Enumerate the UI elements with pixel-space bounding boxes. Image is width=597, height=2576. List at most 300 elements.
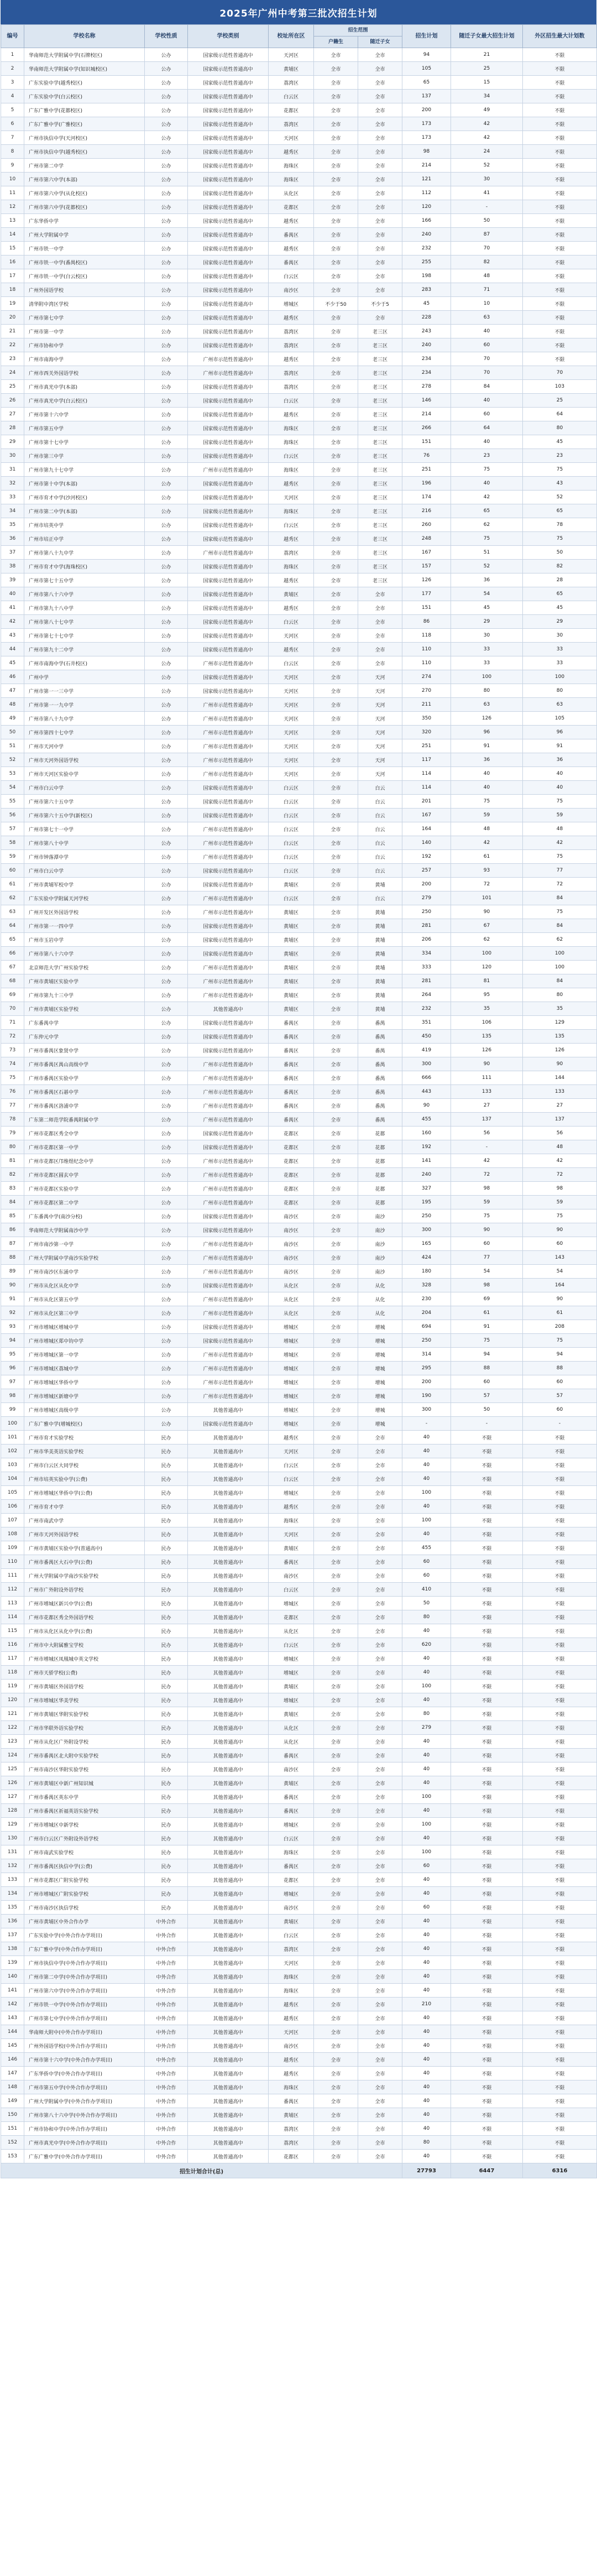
cell-plan: 192	[402, 850, 451, 864]
cell-name: 广州市第一一四中学	[24, 919, 145, 933]
cell-plan-out: 143	[523, 1251, 597, 1265]
cell-nature: 公办	[145, 159, 188, 173]
table-row	[1, 1209, 597, 1223]
cell-no: 50	[1, 726, 24, 739]
cell-nature: 民办	[145, 1762, 188, 1776]
cell-type: 其他普通高中	[188, 1707, 269, 1721]
cell-sui: 全市	[358, 159, 402, 173]
cell-nature: 公办	[145, 242, 188, 255]
cell-sui: 增城	[358, 1334, 402, 1348]
table-row	[1, 173, 597, 186]
cell-district: 白云区	[269, 518, 314, 532]
cell-plan: 65	[402, 76, 451, 90]
table-header	[1, 25, 597, 48]
cell-plan: 40	[402, 1915, 451, 1928]
cell-plan-sui: 不限	[451, 1901, 523, 1915]
cell-plan-out: 208	[523, 1320, 597, 1334]
cell-sui: 老三区	[358, 463, 402, 477]
cell-name: 广东实验中学(白云校区)	[24, 90, 145, 103]
cell-district: 番禺区	[269, 1030, 314, 1044]
cell-type: 其他普通高中	[188, 1928, 269, 1942]
cell-sui: 番禺	[358, 1099, 402, 1113]
cell-plan-sui: 不限	[451, 1776, 523, 1790]
cell-district: 白云区	[269, 394, 314, 408]
cell-sui: 天河	[358, 767, 402, 781]
table-row	[1, 2067, 597, 2080]
cell-plan-out: 不限	[523, 1887, 597, 1901]
cell-no: 64	[1, 919, 24, 933]
cell-hukou: 全市	[314, 518, 358, 532]
cell-type: 广州市示范性普通高中	[188, 767, 269, 781]
cell-name: 广州市黄埔区中外合作办学	[24, 1915, 145, 1928]
cell-plan-sui: 88	[451, 1362, 523, 1375]
cell-no: 19	[1, 297, 24, 311]
cell-nature: 民办	[145, 1597, 188, 1610]
cell-hukou: 全市	[314, 311, 358, 325]
cell-no: 56	[1, 809, 24, 822]
cell-type: 其他普通高中	[188, 1790, 269, 1804]
cell-plan: 112	[402, 186, 451, 200]
cell-plan: 120	[402, 200, 451, 214]
cell-plan-sui: 不限	[451, 1666, 523, 1680]
cell-plan: 180	[402, 1265, 451, 1279]
cell-plan-out: 不限	[523, 2011, 597, 2025]
cell-hukou: 全市	[314, 1223, 358, 1237]
cell-plan-out: 80	[523, 421, 597, 435]
cell-no: 98	[1, 1389, 24, 1403]
cell-name: 广东番禺中学	[24, 1016, 145, 1030]
cell-type: 广州市示范性普通高中	[188, 1099, 269, 1113]
cell-plan-sui: 不限	[451, 1735, 523, 1749]
cell-hukou: 全市	[314, 1527, 358, 1541]
cell-type: 国家级示范性普通高中	[188, 1044, 269, 1057]
cell-hukou: 全市	[314, 1500, 358, 1514]
cell-plan-out: 不限	[523, 173, 597, 186]
cell-hukou: 全市	[314, 1998, 358, 2011]
cell-sui: 南沙	[358, 1237, 402, 1251]
cell-name: 华南师范大学附属中学(石牌校区)	[24, 48, 145, 62]
table-row	[1, 145, 597, 159]
cell-no: 17	[1, 269, 24, 283]
cell-hukou: 全市	[314, 2011, 358, 2025]
table-row	[1, 1790, 597, 1804]
table-row	[1, 2150, 597, 2163]
cell-nature: 民办	[145, 1693, 188, 1707]
cell-district: 天河区	[269, 48, 314, 62]
cell-sui: 增城	[358, 1389, 402, 1403]
cell-name: 广州大学附属中学南沙实验学校	[24, 1251, 145, 1265]
cell-plan-sui: 不限	[451, 2122, 523, 2136]
cell-plan: 105	[402, 62, 451, 76]
cell-sui: 番禺	[358, 1057, 402, 1071]
cell-type: 广州市示范性普通高中	[188, 822, 269, 836]
cell-nature: 公办	[145, 1417, 188, 1431]
cell-hukou: 全市	[314, 1417, 358, 1431]
table-row	[1, 1279, 597, 1292]
cell-nature: 公办	[145, 905, 188, 919]
cell-district: 天河区	[269, 739, 314, 753]
cell-district: 荔湾区	[269, 546, 314, 560]
cell-hukou: 全市	[314, 1251, 358, 1265]
cell-district: 南沙区	[269, 2039, 314, 2053]
cell-district: 白云区	[269, 449, 314, 463]
cell-plan-out: 不限	[523, 2094, 597, 2108]
cell-district: 白云区	[269, 822, 314, 836]
cell-no: 42	[1, 615, 24, 629]
cell-nature: 民办	[145, 1431, 188, 1445]
cell-hukou: 全市	[314, 1445, 358, 1458]
cell-plan: 40	[402, 2039, 451, 2053]
cell-plan-sui: 60	[451, 1237, 523, 1251]
cell-type: 其他普通高中	[188, 2067, 269, 2080]
cell-sui: 黄埔	[358, 947, 402, 961]
cell-name: 广州市增城区华侨中学	[24, 1375, 145, 1389]
cell-name: 广州市第六中学(花都校区)	[24, 200, 145, 214]
cell-hukou: 全市	[314, 2108, 358, 2122]
cell-plan: 255	[402, 255, 451, 269]
cell-plan-out: 33	[523, 656, 597, 670]
cell-plan-out: 不限	[523, 1569, 597, 1583]
cell-plan: 443	[402, 1085, 451, 1099]
cell-plan: 40	[402, 1749, 451, 1762]
cell-plan-out: 60	[523, 1403, 597, 1417]
cell-sui: 全市	[358, 145, 402, 159]
cell-no: 33	[1, 491, 24, 504]
table-row	[1, 809, 597, 822]
cell-district: 南沙区	[269, 1209, 314, 1223]
cell-hukou: 全市	[314, 2080, 358, 2094]
table-row	[1, 76, 597, 90]
cell-nature: 公办	[145, 532, 188, 546]
cell-no: 140	[1, 1970, 24, 1984]
cell-district: 番禺区	[269, 1749, 314, 1762]
cell-name: 广州市增城区中新学校	[24, 1818, 145, 1832]
cell-plan: 160	[402, 1127, 451, 1140]
cell-no: 103	[1, 1458, 24, 1472]
table-body	[1, 48, 597, 2163]
cell-hukou: 全市	[314, 1002, 358, 1016]
cell-plan-out: 33	[523, 643, 597, 656]
cell-district: 海珠区	[269, 435, 314, 449]
cell-hukou: 全市	[314, 739, 358, 753]
cell-plan-sui: 93	[451, 864, 523, 878]
cell-district: 从化区	[269, 186, 314, 200]
cell-nature: 公办	[145, 394, 188, 408]
cell-plan-sui: 63	[451, 698, 523, 712]
cell-plan-out: 61	[523, 1306, 597, 1320]
cell-type: 广州市示范性普通高中	[188, 1182, 269, 1196]
cell-name: 广州中学	[24, 670, 145, 684]
cell-nature: 公办	[145, 1099, 188, 1113]
cell-plan: 40	[402, 2122, 451, 2136]
cell-plan-sui: 63	[451, 311, 523, 325]
table-row	[1, 338, 597, 352]
cell-plan-sui: 不限	[451, 2080, 523, 2094]
cell-hukou: 全市	[314, 836, 358, 850]
cell-nature: 公办	[145, 947, 188, 961]
cell-sui: 番禺	[358, 1113, 402, 1127]
cell-plan: 283	[402, 283, 451, 297]
cell-district: 荔湾区	[269, 338, 314, 352]
cell-type: 其他普通高中	[188, 1873, 269, 1887]
cell-hukou: 全市	[314, 767, 358, 781]
cell-plan: 196	[402, 477, 451, 491]
cell-sui: 全市	[358, 1680, 402, 1693]
cell-type: 其他普通高中	[188, 1666, 269, 1680]
cell-name: 广州市执信中学(越秀校区)	[24, 145, 145, 159]
cell-nature: 公办	[145, 684, 188, 698]
table-title: 2025年广州中考第三批次招生计划	[1, 0, 596, 24]
cell-nature: 公办	[145, 491, 188, 504]
cell-district: 黄埔区	[269, 947, 314, 961]
cell-hukou: 全市	[314, 615, 358, 629]
cell-hukou: 全市	[314, 380, 358, 394]
cell-district: 增城区	[269, 1389, 314, 1403]
cell-plan-sui: 62	[451, 933, 523, 947]
cell-district: 越秀区	[269, 2011, 314, 2025]
table-row	[1, 325, 597, 338]
cell-plan-sui: 70	[451, 366, 523, 380]
table-row	[1, 159, 597, 173]
cell-name: 广东第二师范学院番禺附属中学	[24, 1113, 145, 1127]
table-row	[1, 1901, 597, 1915]
cell-district: 黄埔区	[269, 878, 314, 891]
cell-district: 花都区	[269, 103, 314, 117]
cell-name: 广州市花都区第二中学	[24, 1196, 145, 1209]
cell-plan: 264	[402, 988, 451, 1002]
cell-sui: 天河	[358, 684, 402, 698]
cell-type: 国家级示范性普通高中	[188, 919, 269, 933]
cell-type: 国家级示范性普通高中	[188, 48, 269, 62]
cell-no: 102	[1, 1445, 24, 1458]
cell-plan-out: 不限	[523, 1804, 597, 1818]
cell-plan: 114	[402, 767, 451, 781]
table-row	[1, 1541, 597, 1555]
cell-plan: 141	[402, 1154, 451, 1168]
table-row	[1, 1445, 597, 1458]
cell-sui: 全市	[358, 2067, 402, 2080]
cell-plan-out: 不限	[523, 145, 597, 159]
cell-sui: 全市	[358, 269, 402, 283]
cell-nature: 公办	[145, 1071, 188, 1085]
cell-nature: 公办	[145, 1362, 188, 1375]
cell-district: 增城区	[269, 1597, 314, 1610]
cell-hukou: 全市	[314, 200, 358, 214]
table-row	[1, 408, 597, 421]
cell-district: 番禺区	[269, 1044, 314, 1057]
cell-hukou: 全市	[314, 1182, 358, 1196]
table-row	[1, 380, 597, 394]
cell-nature: 中外合作	[145, 2067, 188, 2080]
cell-sui: 全市	[358, 1970, 402, 1984]
table-row	[1, 2122, 597, 2136]
cell-plan-sui: 不限	[451, 1942, 523, 1956]
cell-hukou: 全市	[314, 532, 358, 546]
cell-type: 其他普通高中	[188, 1901, 269, 1915]
cell-name: 广州市广外附设外语学校	[24, 1583, 145, 1597]
cell-plan: 232	[402, 242, 451, 255]
table-row	[1, 1348, 597, 1362]
cell-type: 国家级示范性普通高中	[188, 117, 269, 131]
table-row	[1, 1638, 597, 1652]
cell-type: 其他普通高中	[188, 1652, 269, 1666]
cell-plan-out: 103	[523, 380, 597, 394]
cell-plan-out: 不限	[523, 214, 597, 228]
cell-plan-sui: 61	[451, 850, 523, 864]
cell-name: 广州市第九十七中学	[24, 463, 145, 477]
cell-name: 广州大学附属中学南沙实验学校	[24, 1569, 145, 1583]
cell-type: 国家级示范性普通高中	[188, 1279, 269, 1292]
cell-plan: 455	[402, 1113, 451, 1127]
cell-nature: 中外合作	[145, 2025, 188, 2039]
cell-hukou: 全市	[314, 1721, 358, 1735]
cell-plan-sui: 不限	[451, 1832, 523, 1845]
cell-plan-out: 不限	[523, 1735, 597, 1749]
cell-plan-sui: 不限	[451, 1804, 523, 1818]
cell-name: 广州市增城区高级中学	[24, 1403, 145, 1417]
cell-no: 69	[1, 988, 24, 1002]
cell-no: 90	[1, 1279, 24, 1292]
cell-sui: 全市	[358, 1873, 402, 1887]
cell-sui: 黄埔	[358, 988, 402, 1002]
cell-type: 其他普通高中	[188, 1527, 269, 1541]
cell-sui: 全市	[358, 1583, 402, 1597]
cell-name: 广州市第四十七中学	[24, 726, 145, 739]
cell-sui: 全市	[358, 2039, 402, 2053]
cell-plan: 327	[402, 1182, 451, 1196]
cell-name: 广州市增城区新兴中学(公费)	[24, 1597, 145, 1610]
cell-name: 广州市增城区凤凰城中英文学校	[24, 1652, 145, 1666]
table-row	[1, 573, 597, 587]
cell-type: 国家级示范性普通高中	[188, 103, 269, 117]
cell-plan-sui: 51	[451, 546, 523, 560]
cell-type: 广州市示范性普通高中	[188, 850, 269, 864]
cell-plan: 250	[402, 905, 451, 919]
cell-name: 广州市第七中学(中外合作办学项目)	[24, 2011, 145, 2025]
cell-type: 其他普通高中	[188, 1583, 269, 1597]
cell-type: 广州市示范性普通高中	[188, 1154, 269, 1168]
total-plan: 27793	[402, 2163, 451, 2178]
cell-district: 越秀区	[269, 532, 314, 546]
cell-sui: 全市	[358, 2053, 402, 2067]
cell-no: 146	[1, 2053, 24, 2067]
cell-sui: 全市	[358, 1472, 402, 1486]
total-label: 招生计划合计(总)	[1, 2163, 402, 2178]
cell-district: 番禺区	[269, 2094, 314, 2108]
cell-plan-sui: 82	[451, 255, 523, 269]
cell-plan-out: 不限	[523, 159, 597, 173]
cell-hukou: 全市	[314, 1942, 358, 1956]
table-row	[1, 255, 597, 269]
cell-district: 黄埔区	[269, 905, 314, 919]
cell-nature: 公办	[145, 48, 188, 62]
cell-plan-out: 不限	[523, 131, 597, 145]
cell-no: 110	[1, 1555, 24, 1569]
cell-plan-out: 不限	[523, 62, 597, 76]
table-row	[1, 1597, 597, 1610]
cell-type: 广州市示范性普通高中	[188, 1292, 269, 1306]
cell-plan: 40	[402, 1762, 451, 1776]
cell-name: 广州市天河外国语学校	[24, 753, 145, 767]
cell-plan-out: 100	[523, 961, 597, 974]
table-row	[1, 491, 597, 504]
cell-hukou: 全市	[314, 974, 358, 988]
cell-type: 其他普通高中	[188, 2108, 269, 2122]
cell-district: 增城区	[269, 1417, 314, 1431]
cell-name: 广州市第一一三中学	[24, 684, 145, 698]
cell-plan-out: 不限	[523, 1693, 597, 1707]
table-row	[1, 1555, 597, 1569]
cell-sui: 全市	[358, 2080, 402, 2094]
cell-nature: 公办	[145, 878, 188, 891]
cell-sui: 番禺	[358, 1044, 402, 1057]
cell-sui: 白云	[358, 795, 402, 809]
cell-plan: 274	[402, 670, 451, 684]
cell-type: 其他普通高中	[188, 1832, 269, 1845]
cell-plan-sui: 15	[451, 76, 523, 90]
cell-sui: 增城	[358, 1403, 402, 1417]
cell-plan: 328	[402, 1279, 451, 1292]
cell-plan: 177	[402, 587, 451, 601]
cell-no: 85	[1, 1209, 24, 1223]
cell-plan-sui: 不限	[451, 2011, 523, 2025]
cell-hukou: 全市	[314, 1057, 358, 1071]
cell-hukou: 全市	[314, 1915, 358, 1928]
cell-sui: 花都	[358, 1127, 402, 1140]
cell-type: 国家级示范性普通高中	[188, 781, 269, 795]
cell-sui: 全市	[358, 1431, 402, 1445]
table-row	[1, 366, 597, 380]
cell-name: 广州市番禺区执信中学(公费)	[24, 1859, 145, 1873]
cell-nature: 公办	[145, 117, 188, 131]
cell-name: 广州市第九十八中学	[24, 601, 145, 615]
table-row	[1, 864, 597, 878]
cell-hukou: 全市	[314, 491, 358, 504]
cell-plan-out: 164	[523, 1279, 597, 1292]
cell-no: 120	[1, 1693, 24, 1707]
table-row	[1, 684, 597, 698]
table-row	[1, 933, 597, 947]
cell-plan-sui: 59	[451, 809, 523, 822]
cell-sui: 全市	[358, 255, 402, 269]
cell-hukou: 全市	[314, 1818, 358, 1832]
cell-name: 广州市第十六中学	[24, 408, 145, 421]
cell-name: 广东广雅中学(花都校区)	[24, 103, 145, 117]
cell-nature: 公办	[145, 1127, 188, 1140]
cell-type: 其他普通高中	[188, 1638, 269, 1652]
cell-name: 广州市番禺区英东中学	[24, 1790, 145, 1804]
cell-plan: 351	[402, 1016, 451, 1030]
cell-district: 番禺区	[269, 1859, 314, 1873]
cell-hukou: 全市	[314, 2053, 358, 2067]
cell-nature: 民办	[145, 1735, 188, 1749]
cell-no: 151	[1, 2122, 24, 2136]
cell-district: 越秀区	[269, 573, 314, 587]
cell-plan-sui: 30	[451, 629, 523, 643]
cell-no: 61	[1, 878, 24, 891]
table-row	[1, 1845, 597, 1859]
cell-name: 广州市黄埔区实验中学(普通高中)	[24, 1541, 145, 1555]
cell-hukou: 不少于50	[314, 297, 358, 311]
cell-district: 荔湾区	[269, 380, 314, 394]
cell-sui: 全市	[358, 62, 402, 76]
cell-name: 广州市黄埔区华附实验学校	[24, 1707, 145, 1721]
cell-plan-out: 64	[523, 408, 597, 421]
cell-nature: 中外合作	[145, 1970, 188, 1984]
cell-plan: 100	[402, 1486, 451, 1500]
table-row	[1, 242, 597, 255]
cell-district: 番禺区	[269, 1804, 314, 1818]
